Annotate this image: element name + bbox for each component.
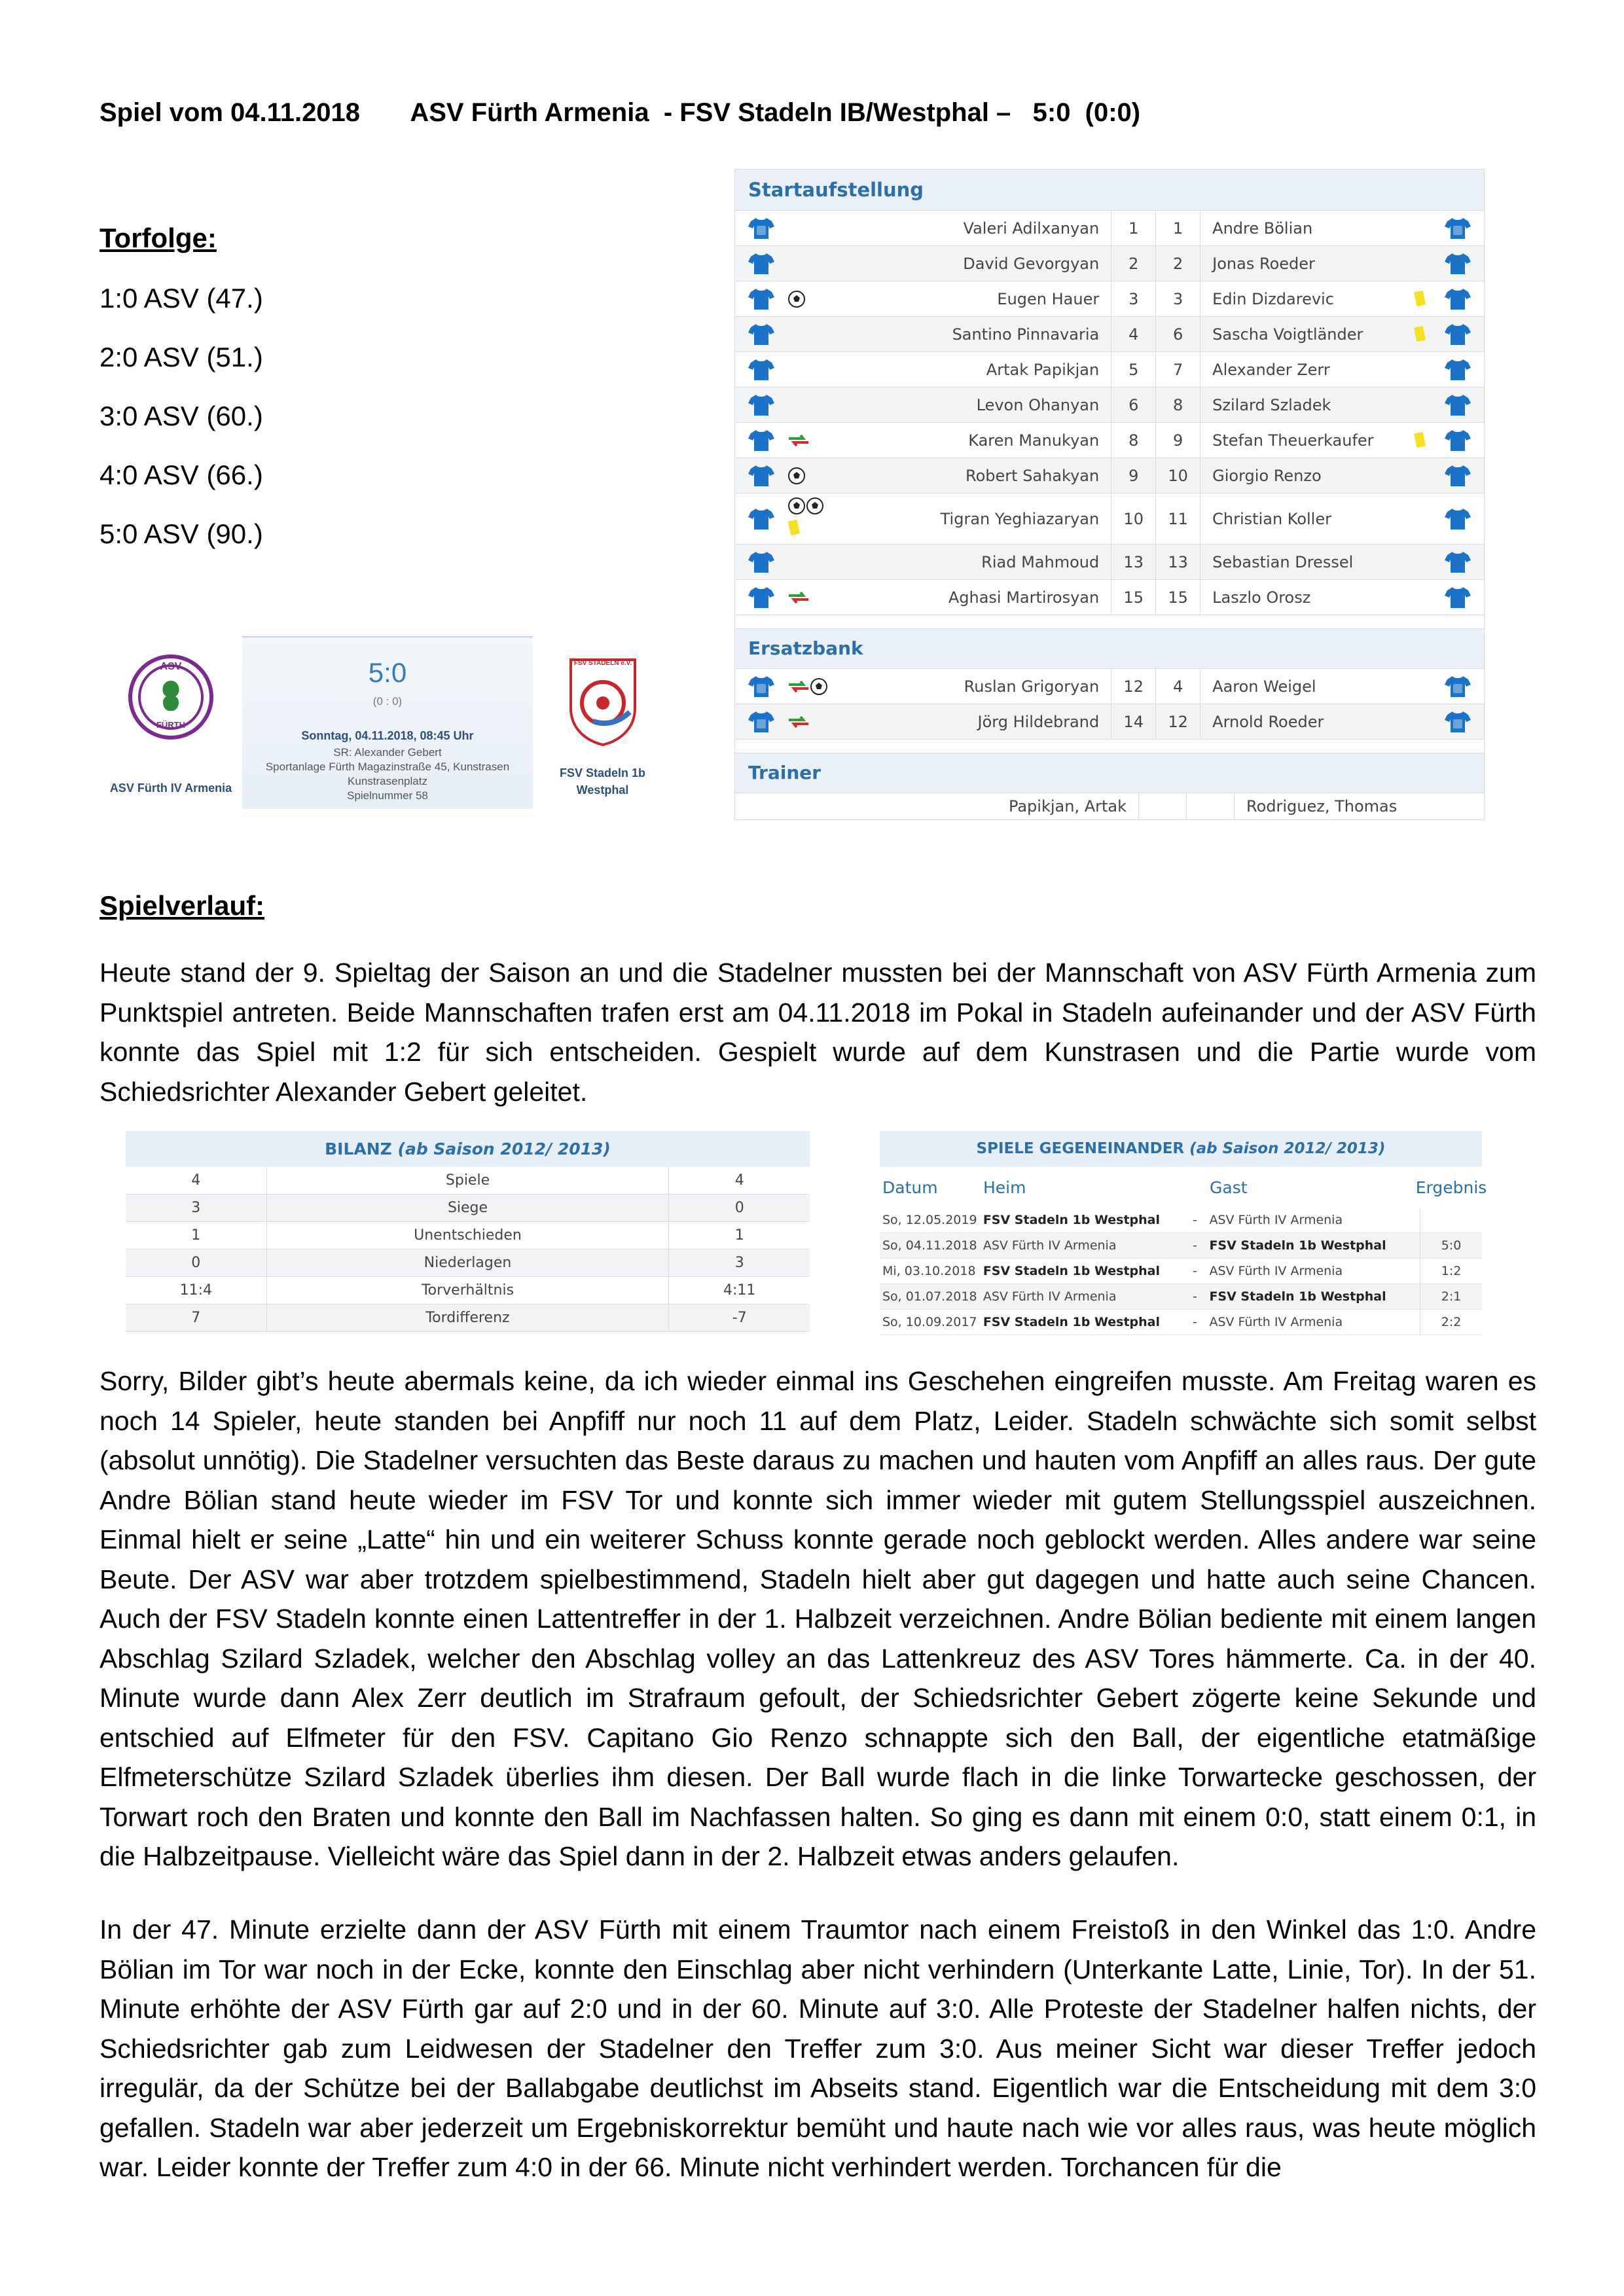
lineup-rows bbox=[735, 211, 1484, 615]
home-player: Ruslan Grigoryan bbox=[964, 677, 1100, 696]
shirt-icon bbox=[1432, 507, 1484, 531]
spiel-date: So, 10.09.2017 bbox=[882, 1315, 977, 1329]
bilanz-row bbox=[126, 1194, 810, 1222]
lineup-row bbox=[735, 317, 1484, 352]
home-number: 1 bbox=[1111, 211, 1155, 245]
home-number: 4 bbox=[1111, 317, 1155, 351]
spiel-home: FSV Stadeln 1b Westphal bbox=[983, 1315, 1160, 1329]
bilanz-home: 7 bbox=[126, 1304, 267, 1331]
spiel-separator: - bbox=[1193, 1289, 1197, 1304]
spiel-row bbox=[880, 1208, 1482, 1233]
guest-player: Stefan Theuerkaufer bbox=[1212, 431, 1374, 450]
bilanz-home: 1 bbox=[126, 1222, 267, 1249]
shirt-icon bbox=[735, 458, 787, 493]
home-team-name: ASV Fürth IV Armenia bbox=[109, 781, 232, 795]
bilanz-guest: 1 bbox=[734, 1227, 744, 1244]
shirt-icon bbox=[735, 669, 787, 704]
referee: SR: Alexander Gebert bbox=[333, 746, 442, 759]
fsv-stadeln-logo bbox=[567, 656, 639, 747]
shirt-icon bbox=[735, 246, 787, 281]
shirt-icon bbox=[1432, 464, 1484, 488]
shirt-icon bbox=[1432, 550, 1484, 574]
bilanz-row bbox=[126, 1277, 810, 1304]
spiel-result bbox=[1420, 1208, 1482, 1232]
trainer-header: Trainer bbox=[735, 753, 1484, 793]
shirt-icon bbox=[1432, 710, 1484, 734]
guest-number: 12 bbox=[1155, 704, 1200, 739]
bilanz-row bbox=[126, 1167, 810, 1194]
goal-entry: 2:0 ASV (51.) bbox=[99, 342, 263, 372]
event-icon bbox=[787, 580, 830, 615]
guest-player: Aaron Weigel bbox=[1212, 677, 1316, 696]
spiel-home: ASV Fürth IV Armenia bbox=[983, 1289, 1117, 1304]
home-player: Santino Pinnavaria bbox=[952, 325, 1100, 344]
spiel-guest: ASV Fürth IV Armenia bbox=[1209, 1213, 1343, 1227]
bilanz-label: Torverhältnis bbox=[267, 1277, 670, 1304]
paragraph-second-half: In der 47. Minute erzielte dann der ASV Fürth mit einem Traumtor nach einem Freistoß in den Winkel das 1:0. Andre Bölian im Tor war noch in der Ecke, konnte den Einschlag aber nicht verhindern (Unterkante Latte, Linie, Tor). In der 51. Minute erhöhte der ASV Fürth gar auf 2:0 und in der 60. Minute auf 3:0. Alle Proteste der Stadelner halfen nichts, der Schiedsrichter gab zum Leidwesen der Stadelner den Treffer zum 3:0. Aus meiner Sicht war dieser Treffer jedoch irregulär, da der Schütze bei der Ballabgabe deutlichst im Abseits stand. Eigentlich war die Entscheidung mit dem 3:0 gefallen. Stadeln war aber jederzeit um Ergebniskorrektur bemüht und haute nach wie vor alles raus, was heute möglich war. Leider konnte der Treffer zum 4:0 in der 66. Minute nicht verhindert werden. Torchancen für die bbox=[99, 1914, 1536, 2182]
col-heim: Heim bbox=[983, 1177, 1026, 1197]
guest-number: 2 bbox=[1155, 246, 1200, 281]
event-icon bbox=[787, 545, 830, 579]
spiel-separator: - bbox=[1193, 1213, 1197, 1227]
shirt-icon bbox=[1432, 429, 1484, 452]
trainer-guest: Rodriguez, Thomas bbox=[1246, 797, 1398, 816]
spiel-separator: - bbox=[1193, 1238, 1197, 1253]
event-icon bbox=[787, 669, 830, 704]
home-number: 8 bbox=[1111, 423, 1155, 457]
bilanz-label: Unentschieden bbox=[267, 1222, 670, 1249]
home-number: 12 bbox=[1111, 669, 1155, 704]
event-icon bbox=[787, 704, 830, 739]
spiel-date: So, 04.11.2018 bbox=[882, 1238, 977, 1253]
spiel-row bbox=[880, 1284, 1482, 1310]
col-gast: Gast bbox=[1210, 1177, 1248, 1197]
spiel-result: 5:0 bbox=[1420, 1233, 1482, 1258]
home-player: Riad Mahmoud bbox=[981, 552, 1100, 571]
bilanz-rows bbox=[126, 1167, 810, 1332]
shirt-icon bbox=[1432, 323, 1484, 346]
shirt-icon bbox=[735, 281, 787, 316]
bilanz-guest: 0 bbox=[734, 1200, 744, 1216]
home-number: 14 bbox=[1111, 704, 1155, 739]
lineup-row bbox=[735, 423, 1484, 458]
match-date: Sonntag, 04.11.2018, 08:45 Uhr bbox=[301, 729, 474, 742]
shirt-icon bbox=[1432, 252, 1484, 276]
lineup-row bbox=[735, 387, 1484, 423]
lineup-row bbox=[735, 669, 1484, 704]
fsv-logo-text: FSV STADELN e.V. bbox=[573, 660, 632, 667]
event-icon bbox=[1409, 290, 1432, 308]
bilanz-guest: -7 bbox=[732, 1310, 747, 1326]
event-icon bbox=[787, 458, 830, 493]
spiel-guest: ASV Fürth IV Armenia bbox=[1209, 1315, 1343, 1329]
home-player: Tigran Yeghiazaryan bbox=[940, 509, 1100, 528]
event-icon bbox=[787, 281, 830, 316]
home-number: 5 bbox=[1111, 352, 1155, 387]
shirt-icon bbox=[1432, 586, 1484, 609]
home-number: 9 bbox=[1111, 458, 1155, 493]
bilanz-row bbox=[126, 1304, 810, 1332]
guest-number: 9 bbox=[1155, 423, 1200, 457]
shirt-icon bbox=[735, 317, 787, 351]
guest-number: 7 bbox=[1155, 352, 1200, 387]
guest-player: Sascha Voigtländer bbox=[1212, 325, 1363, 344]
lineup-row bbox=[735, 545, 1484, 580]
bilanz-label: Spiele bbox=[267, 1167, 670, 1194]
event-icon bbox=[787, 211, 830, 245]
spiel-row bbox=[880, 1259, 1482, 1284]
home-player: Aghasi Martirosyan bbox=[948, 588, 1100, 607]
spiel-result: 2:2 bbox=[1420, 1310, 1482, 1335]
guest-number: 3 bbox=[1155, 281, 1200, 316]
halftime-score: (0 : 0) bbox=[372, 695, 403, 708]
guest-team-line2: Westphal bbox=[576, 783, 629, 797]
spiel-date: So, 01.07.2018 bbox=[882, 1289, 977, 1304]
col-ergebnis: Ergebnis bbox=[1415, 1177, 1487, 1197]
guest-number: 1 bbox=[1155, 211, 1200, 245]
venue: Sportanlage Fürth Magazinstraße 45, Kunstrasen bbox=[265, 761, 510, 773]
spiel-guest: FSV Stadeln 1b Westphal bbox=[1209, 1289, 1386, 1304]
final-score: 5:0 bbox=[368, 657, 407, 688]
score-box bbox=[242, 636, 533, 809]
spiel-home: FSV Stadeln 1b Westphal bbox=[983, 1213, 1160, 1227]
asv-logo-text: ASV bbox=[160, 661, 182, 672]
guest-team-name bbox=[533, 764, 672, 798]
guest-number: 11 bbox=[1155, 493, 1200, 544]
guest-player: Laszlo Orosz bbox=[1212, 588, 1311, 607]
shirt-icon bbox=[1432, 217, 1484, 240]
shirt-icon bbox=[735, 211, 787, 245]
guest-player: Alexander Zerr bbox=[1212, 360, 1330, 379]
home-player: Eugen Hauer bbox=[997, 289, 1100, 308]
bilanz-label: Tordifferenz bbox=[267, 1304, 670, 1331]
bench-rows bbox=[735, 669, 1484, 740]
bilanz-guest: 3 bbox=[734, 1255, 744, 1271]
spiel-result: 2:1 bbox=[1420, 1284, 1482, 1309]
spiel-row bbox=[880, 1310, 1482, 1335]
spiel-result: 1:2 bbox=[1420, 1259, 1482, 1283]
guest-number: 10 bbox=[1155, 458, 1200, 493]
home-number: 6 bbox=[1111, 387, 1155, 422]
shirt-icon bbox=[1432, 358, 1484, 382]
shirt-icon bbox=[735, 545, 787, 579]
shirt-icon bbox=[735, 423, 787, 457]
bilanz-header bbox=[126, 1131, 810, 1167]
shirt-icon bbox=[735, 493, 787, 544]
home-number: 3 bbox=[1111, 281, 1155, 316]
goal-entry: 1:0 ASV (47.) bbox=[99, 283, 263, 314]
game-number: Spielnummer 58 bbox=[347, 789, 428, 802]
lineup-table bbox=[734, 169, 1485, 820]
home-player: Karen Manukyan bbox=[968, 431, 1100, 450]
spiele-columns bbox=[880, 1167, 1487, 1208]
lineup-row bbox=[735, 493, 1484, 545]
shirt-icon bbox=[735, 352, 787, 387]
spiel-home: ASV Fürth IV Armenia bbox=[983, 1238, 1117, 1253]
home-number: 10 bbox=[1111, 493, 1155, 544]
spiel-separator: - bbox=[1193, 1315, 1197, 1329]
home-player: David Gevorgyan bbox=[963, 254, 1100, 273]
spiel-date: Mi, 03.10.2018 bbox=[882, 1264, 976, 1278]
guest-number: 4 bbox=[1155, 669, 1200, 704]
bilanz-table bbox=[126, 1131, 810, 1332]
paragraph-first-half: Sorry, Bilder gibt’s heute abermals keine, da ich wieder einmal ins Geschehen eingreifen musste. Am Freitag waren es noch 14 Spieler, heute standen bei Anpfiff nur noch 11 auf dem Platz, Leider. Stadeln schwächte sich somit selbst (absolut unnötig). Die Stadelner versuchten das Beste daraus zu machen und hauten vom Anpfiff an alles raus. Der gute Andre Bölian stand heute wieder im FSV Tor und konnte sich immer wieder mit gutem Stellungsspiel auszeichnen. Einmal hielt er seine „Latte“ hin und ein weiterer Schuss konnte gerade noch geblockt werden. Alles andere war seine Beute. Der ASV war aber trotzdem spielbestimmend, Stadeln hielt aber gut dagegen und hatte auch seine Chancen. Auch der FSV Stadeln konnte einen Lattentreffer in der 1. Halbzeit verzeichnen. Andre Bölian bediente mit einem langen Abschlag Szilard Szladek, welcher den Abschlag volley an das Lattenkreuz des ASV Tores hämmerte. Ca. in der 40. Minute wurde dann Alex Zerr deutlich im Strafraum gefoult, der Schiedsrichter Gebert zögerte keine Sekunde und entschied auf Elfmeter für den FSV. Capitano Gio Renzo schnappte sich den Ball, der eigentliche etatmäßige Elfmeterschütze Szilard Szladek überlies ihm diesen. Der Ball wurde flach in die linke Torwartecke geschossen, der Torwart roch den Braten und konnte den Ball im Nachfassen halten. So ging es dann mit einem 0:0, statt einem 0:1, in die Halbzeitpause. Vielleicht wäre das Spiel dann in der 2. Halbzeit etwas anders gelaufen. bbox=[99, 1366, 1536, 1871]
event-icon bbox=[787, 246, 830, 281]
event-icon bbox=[787, 493, 830, 544]
bilanz-row bbox=[126, 1249, 810, 1277]
guest-player: Szilard Szladek bbox=[1212, 395, 1331, 414]
guest-number: 6 bbox=[1155, 317, 1200, 351]
guest-player: Andre Bölian bbox=[1212, 219, 1313, 238]
bilanz-label: Siege bbox=[267, 1194, 670, 1221]
shirt-icon bbox=[1432, 675, 1484, 698]
ersatzbank-header: Ersatzbank bbox=[735, 628, 1484, 669]
home-number: 2 bbox=[1111, 246, 1155, 281]
home-number: 13 bbox=[1111, 545, 1155, 579]
bilanz-guest: 4 bbox=[734, 1172, 744, 1189]
guest-player: Sebastian Dressel bbox=[1212, 552, 1354, 571]
bilanz-home: 0 bbox=[126, 1249, 267, 1276]
spielverlauf-title: Spielverlauf: bbox=[99, 890, 265, 921]
spiel-date: So, 12.05.2019 bbox=[882, 1213, 977, 1227]
event-icon bbox=[787, 423, 830, 457]
bilanz-label: Niederlagen bbox=[267, 1249, 670, 1276]
bilanz-home: 4 bbox=[126, 1167, 267, 1194]
shirt-icon bbox=[735, 580, 787, 615]
home-player: Valeri Adilxanyan bbox=[963, 219, 1100, 238]
lineup-row bbox=[735, 281, 1484, 317]
startaufstellung-header: Startaufstellung bbox=[735, 170, 1484, 211]
guest-player: Christian Koller bbox=[1212, 509, 1331, 528]
bilanz-title: BILANZ bbox=[325, 1139, 392, 1158]
guest-player: Giorgio Renzo bbox=[1212, 466, 1322, 485]
guest-number: 13 bbox=[1155, 545, 1200, 579]
spiele-header bbox=[880, 1131, 1482, 1167]
lineup-row bbox=[735, 246, 1484, 281]
spiel-separator: - bbox=[1193, 1264, 1197, 1278]
goal-entry: 5:0 ASV (90.) bbox=[99, 518, 263, 549]
goal-entry: 3:0 ASV (60.) bbox=[99, 401, 263, 431]
shirt-icon bbox=[735, 387, 787, 422]
home-player: Artak Papikjan bbox=[986, 360, 1100, 379]
guest-player: Arnold Roeder bbox=[1212, 712, 1324, 731]
shirt-icon bbox=[735, 704, 787, 739]
guest-player: Jonas Roeder bbox=[1212, 254, 1315, 273]
spiele-title: SPIELE GEGENEINANDER bbox=[976, 1140, 1185, 1157]
spiel-guest: ASV Fürth IV Armenia bbox=[1209, 1264, 1343, 1278]
col-datum: Datum bbox=[882, 1177, 938, 1197]
trainer-home: Papikjan, Artak bbox=[1008, 797, 1127, 816]
event-icon bbox=[1409, 431, 1432, 450]
spiel-home: FSV Stadeln 1b Westphal bbox=[983, 1264, 1160, 1278]
match-info-panel bbox=[99, 636, 672, 808]
home-player: Robert Sahakyan bbox=[965, 466, 1100, 485]
lineup-row bbox=[735, 580, 1484, 615]
spiel-guest: FSV Stadeln 1b Westphal bbox=[1209, 1238, 1386, 1253]
event-icon bbox=[787, 387, 830, 422]
spiele-rows bbox=[880, 1208, 1482, 1335]
lineup-row bbox=[735, 211, 1484, 246]
spiele-subtitle: (ab Saison 2012/ 2013) bbox=[1189, 1140, 1386, 1157]
event-icon bbox=[1409, 325, 1432, 344]
home-player: Jörg Hildebrand bbox=[977, 712, 1100, 731]
spiele-gegeneinander-table bbox=[880, 1131, 1487, 1335]
guest-team-line1: FSV Stadeln 1b bbox=[559, 766, 646, 780]
venue-pitch: Kunstrasenplatz bbox=[348, 775, 427, 787]
trainer-row bbox=[735, 793, 1484, 819]
bilanz-home: 3 bbox=[126, 1194, 267, 1221]
event-icon bbox=[787, 352, 830, 387]
bilanz-subtitle: (ab Saison 2012/ 2013) bbox=[397, 1139, 611, 1158]
paragraph-intro: Heute stand der 9. Spieltag der Saison an und die Stadelner mussten bei der Mannschaft von ASV Fürth Armenia zum Punktspiel antreten. Beide Mannschaften trafen erst am 04.11.2018 im Pokal in Stadeln aufeinander und der ASV Fürth konnte das Spiel mit 1:2 für sich entscheiden. Gespielt wurde auf dem Kunstrasen und die Partie wurde vom Schiedsrichter Alexander Gebert geleitet. bbox=[99, 958, 1536, 1107]
guest-player: Edin Dizdarevic bbox=[1212, 289, 1334, 308]
bilanz-row bbox=[126, 1222, 810, 1249]
home-number: 15 bbox=[1111, 580, 1155, 615]
bilanz-home: 11:4 bbox=[126, 1277, 267, 1304]
shirt-icon bbox=[1432, 393, 1484, 417]
shirt-icon bbox=[1432, 287, 1484, 311]
lineup-row bbox=[735, 458, 1484, 493]
event-icon bbox=[787, 317, 830, 351]
guest-number: 8 bbox=[1155, 387, 1200, 422]
spiel-row bbox=[880, 1233, 1482, 1259]
bilanz-guest: 4:11 bbox=[723, 1282, 756, 1299]
home-player: Levon Ohanyan bbox=[976, 395, 1100, 414]
goal-entry: 4:0 ASV (66.) bbox=[99, 459, 263, 490]
guest-number: 15 bbox=[1155, 580, 1200, 615]
lineup-row bbox=[735, 704, 1484, 740]
torfolge-title: Torfolge: bbox=[99, 223, 217, 253]
lineup-row bbox=[735, 352, 1484, 387]
asv-logo-text2: FÜRTH bbox=[156, 720, 186, 730]
match-heading: Spiel vom 04.11.2018 ASV Fürth Armenia - FSV Stadeln IB/Westphal – 5:0 (0:0) bbox=[99, 98, 1141, 127]
